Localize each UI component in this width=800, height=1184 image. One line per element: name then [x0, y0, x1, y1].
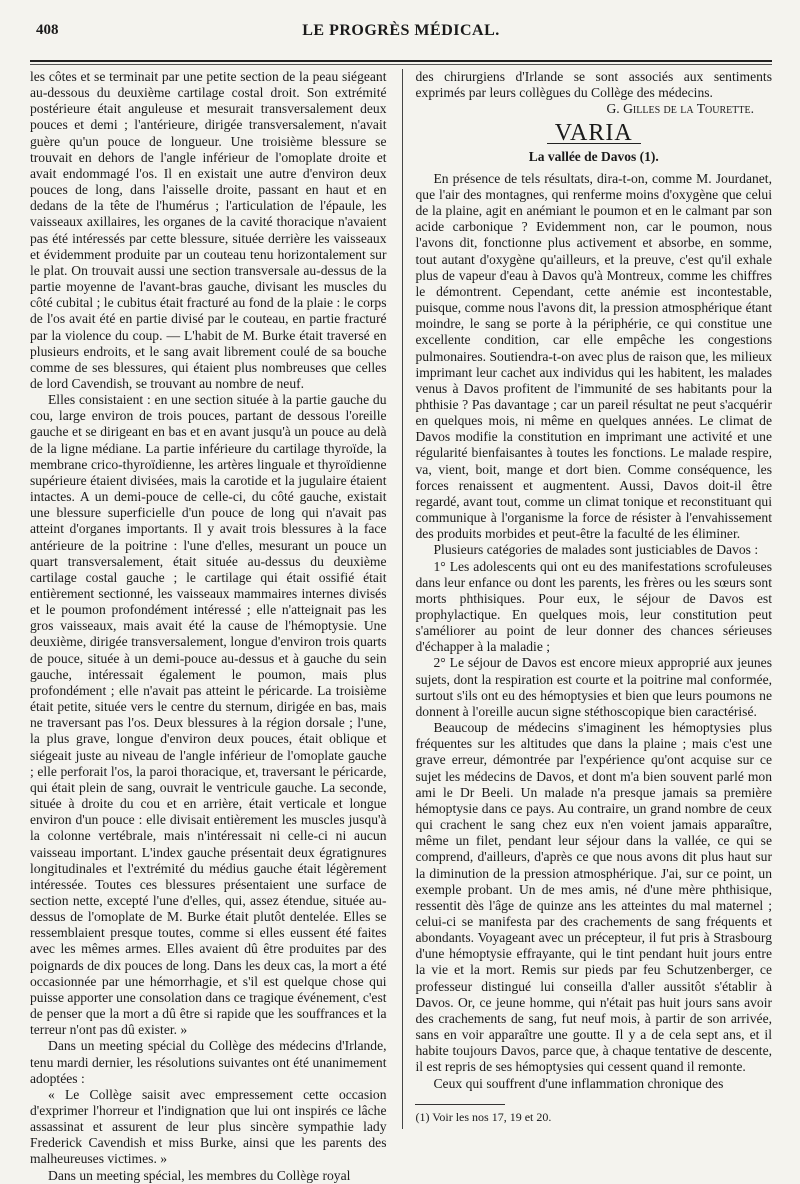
left-column: [30, 69, 395, 1183]
footnote: (1) Voir les nos 17, 19 et 20.: [415, 1109, 552, 1124]
author-signature: G. Gilles de la Tourette.: [606, 101, 754, 117]
left-paragraph: Dans un meeting spécial du Collège des médecins d'Irlande, tenu mardi dernier, les résolutions suivantes ont été unanimement adoptées :: [30, 1038, 387, 1086]
page-number: 408: [36, 22, 59, 38]
header-rule: [30, 60, 772, 62]
right-paragraph: Ceux qui souffrent d'une inflammation chronique des: [433, 1075, 724, 1091]
page-header: [30, 22, 772, 42]
right-paragraph: 2° Le séjour de Davos est encore mieux approprié aux jeunes sujets, dont la respiration est courte et la poitrine mal conformée, surtout s'ils ont eu des hémoptysies et bien que leurs poumons ne donnent à l'oreille aucun signe stéthoscopique bien caractérisé.: [415, 655, 772, 719]
right-paragraph: 1° Les adolescents qui ont eu des manifestations scrofuleuses dans leur enfance ou dont les parents, les frères ou les sœurs sont morts phthisiques. Pour eux, le séjour de Davos est prophylactique. En quelques mois, leur constitution peut s'améliorer au point de leur donner des chances sérieuses d'échapper à la maladie ;: [415, 558, 772, 655]
columns: [30, 69, 772, 1183]
footnote-rule: [415, 1104, 505, 1105]
left-paragraph: « Le Collège saisit avec empressement cette occasion d'exprimer l'horreur et l'indignation que lui ont inspirés ce lâche assassinat et assurent de leur plus sincère sympathie lady Frederick Cavendish et miss Burke, ainsi que les parents des malheureuses victimes. »: [30, 1086, 387, 1167]
right-paragraph: Beaucoup de médecins s'imaginent les hémoptysies plus fréquentes sur les altitudes que dans la plaine ; mais c'est une grave erreur, démontrée par l'expérience qu'ont acquise sur ce sujet les médecins de Davos, et dont m'a bien souvent parlé mon ami le Dr Beeli. Un malade n'a presque jamais sa première hémoptysie dans ce pays. Au contraire, un grand nombre de ceux qui crachent le sang chez eux n'en voient jamais apparaître, même un filet, pendant leur séjour dans la vallée, ce qui se comprend, d'ailleurs, d'après ce que nous avons dit plus haut sur la diminution de la pression atmosphérique. J'ai, sur ce point, un exemple probant. Un de mes amis, né d'une mère phthisique, ressentit dès l'âge de quinze ans les atteintes du mal maternel ; celui-ci se manifesta par des crachements de sang fréquents et abondants. Voyageant avec un précepteur, il fut pris à Strasbourg d'une hémoptysie effrayante, qui le tint pendant huit jours entre la vie et la mort. Remis sur pieds par feu Schutzenberger, ce professeur distingué lui conseilla d'aller aussitôt s'établir à Davos. Or, ce jeune homme, qui n'était pas huit jours sans avoir des crachements de sang, fut neuf mois, à partir de son arrivée, sans en voir apparaître une goutte. Il y a de cela sept ans, et il habite toujours Davos, parce que, à chaque tentative de descente, il est repris de ses hémoptysies qui cessent quand il remonte.: [415, 720, 772, 1075]
left-paragraph: Elles consistaient : en une section située à la partie gauche du cou, large environ de trois pouces, partant de dessous l'oreille gauche et se dirigeant en bas et en avant jusqu'à un pouce au delà de la ligne médiane. La partie inférieure du cartilage thyroïde, la membrane crico-thyroïdienne, les artères linguale et thyroïdienne supérieure étaient divisées, mais la carotide et la jugulaire étaient intactes. A un demi-pouce de celle-ci, du côté gauche, existait une blessure superficielle d'un pouce de long qui n'avait pas atteint d'organes importants. Il y avait trois blessures à la face antérieure de la poitrine : l'une d'elles, mesurant un pouce un quart transversalement, était située au-dessus du deuxième cartilage costal gauche ; le cartilage qui était ossifié était entièrement sectionné, les vaisseaux mammaires internes divisés et le poumon profondément intéressé ; elle n'atteignait pas les gros vaisseaux, mais avait été la cause de l'hémoptysie. Une deuxième, dirigée transversalement, longue d'environ trois quarts de pouce, située à un demi-pouce au-dessus et à gauche du sein gauche, intéressait également le poumon, mais plus profondément ; elle n'avait pas atteint le péricarde. La troisième était petite, située vers le centre du sternum, dirigée en bas, mais ne traversant pas l'os. Deux blessures à la région dorsale ; l'une, la plus grave, longue d'environ deux pouces, était oblique et siégeait juste au niveau de l'angle inférieur de l'omoplate gauche ; elle perforait l'os, la paroi thoracique, et, traversant le péricarde, qui était plein de sang, ouvrait le ventricule gauche. La seconde, située à droite du cou et en arrière, était verticale et longue environ d'un pouce : elle divisait entièrement les muscles jusqu'à la colonne vertébrale, mais n'intéressait ni celle-ci ni aucun vaisseau important. L'index gauche présentait deux égratignures longitudinales et l'extrémité du médius gauche était légèrement intéressée. Toutes ces blessures présentaient une surface de section nette, excepté l'une d'elles, qui, assez étendue, située au-dessus de l'omoplate de M. Burke était plutôt dentelée. Elles se ressemblaient presque toutes, comme si elles eussent été faites avec les mêmes armes. Elles avaient dû être produites par des poignards de dix pouces de long. Dans les deux cas, la mort a été occasionnée par une hémorrhagie, et s'il est quelque chose qui puisse apporter une consolation dans ce tragique événement, c'est de penser que la mort a dû être si rapide que les souffrances et la terreur n'ont pas dû exister. »: [30, 392, 387, 1038]
header-rule-thin: [30, 64, 772, 65]
journal-title: LE PROGRÈS MÉDICAL.: [302, 22, 500, 39]
section-header: [415, 120, 772, 147]
left-paragraph: les côtes et se terminait par une petite section de la peau siégeant au-dessous du deuxième cartilage costal droit. Son extrémité postérieure était anguleuse et mesurait transversalement deux pouces et demi ; l'antérieure, dirigée transversalement, n'avait guère qu'un pouce de longueur. Une troisième blessure se trouvait en dehors de l'angle inférieur de l'omoplate droite et avait endommagé l'os. Il en existait une autre d'environ deux pouces de long, dans l'aisselle droite, passant en haut et en dedans de la tête de l'humérus ; l'articulation de l'épaule, les vaisseaux axillaires, les organes de la cavité thoracique n'avaient pas été intéressés par cette blessure, située derrière les vaisseaux et évidemment produite par un couteau tenu horizontalement sur le plat. On trouvait aussi une section transversale au-dessus de la partie moyenne de l'avant-bras gauche, divisant les muscles du côté cubital ; le cubitus était fracturé au fond de la plaie : le corps de l'os avait été en partie divisé par le couteau, en partie fracturé par la violence du coup. — L'habit de M. Burke était traversé en plusieurs endroits, et le sang avait librement coulé de sa bouche comme de ses blessures, qui étaient plus nombreuses que celles de lord Cavendish, se trouvant au nombre de neuf.: [30, 69, 387, 391]
right-paragraph: Plusieurs catégories de malades sont justiciables de Davos :: [433, 542, 759, 558]
left-paragraph: Dans un meeting spécial, les membres du Collège royal: [48, 1167, 351, 1183]
section-title: VARIA: [547, 125, 641, 143]
right-intro: des chirurgiens d'Irlande se sont associés aux sentiments exprimés par leurs collègues du Collège des médecins.: [415, 69, 772, 101]
column-divider: [402, 69, 403, 1129]
right-column: [409, 69, 772, 1129]
article-subtitle: La vallée de Davos (1).: [528, 148, 659, 164]
right-paragraph: En présence de tels résultats, dira-t-on, comme M. Jourdanet, que l'air des montagnes, qui renferme moins d'oxygène que celui de la plaine, agit en anémiant le poumon et en le calmant par son acide carbonique ? Evidemment non, car le poumon, nous l'avons dit, fonctionne plus activement et absorbe, en somme, tout autant d'oxygène qu'ailleurs, et la preuve, c'est qu'il exhale plus de vapeur d'eau à Davos qu'à Montreux, comme les chiffres le démontrent. Cependant, cette anémie est incontestable, puisque, comme nous l'avons dit, la pression atmosphérique étant moindre, le sang se porte à la périphérie, ce qui constitue une excellente condition, car elle empêche les congestions pulmonaires. Soutiendra-t-on avec plus de raison que, les milieux imprimant leur cachet aux individus qui les habitent, les malades venus à Davos profitent de l'immunité de ses habitants pour la phthisie ? Pas davantage ; car un pareil résultat ne peut s'acquérir en quelques mois, ni même en quelques années. Le climat de Davos modifie la constitution en imprimant une activité et une régularité bienfaisantes à toutes les fonctions. Le malade respire, va, vient, boit, mange et dort bien. Comme conséquence, les forces renaissent et augmentent. Aussi, Davos doit-il être regardé, avant tout, comme un climat tonique et reconstituant qui communique à l'organisme la force de résister à l'envahissement des produits morbides et peut-être la faculté de les éliminer.: [415, 170, 772, 542]
